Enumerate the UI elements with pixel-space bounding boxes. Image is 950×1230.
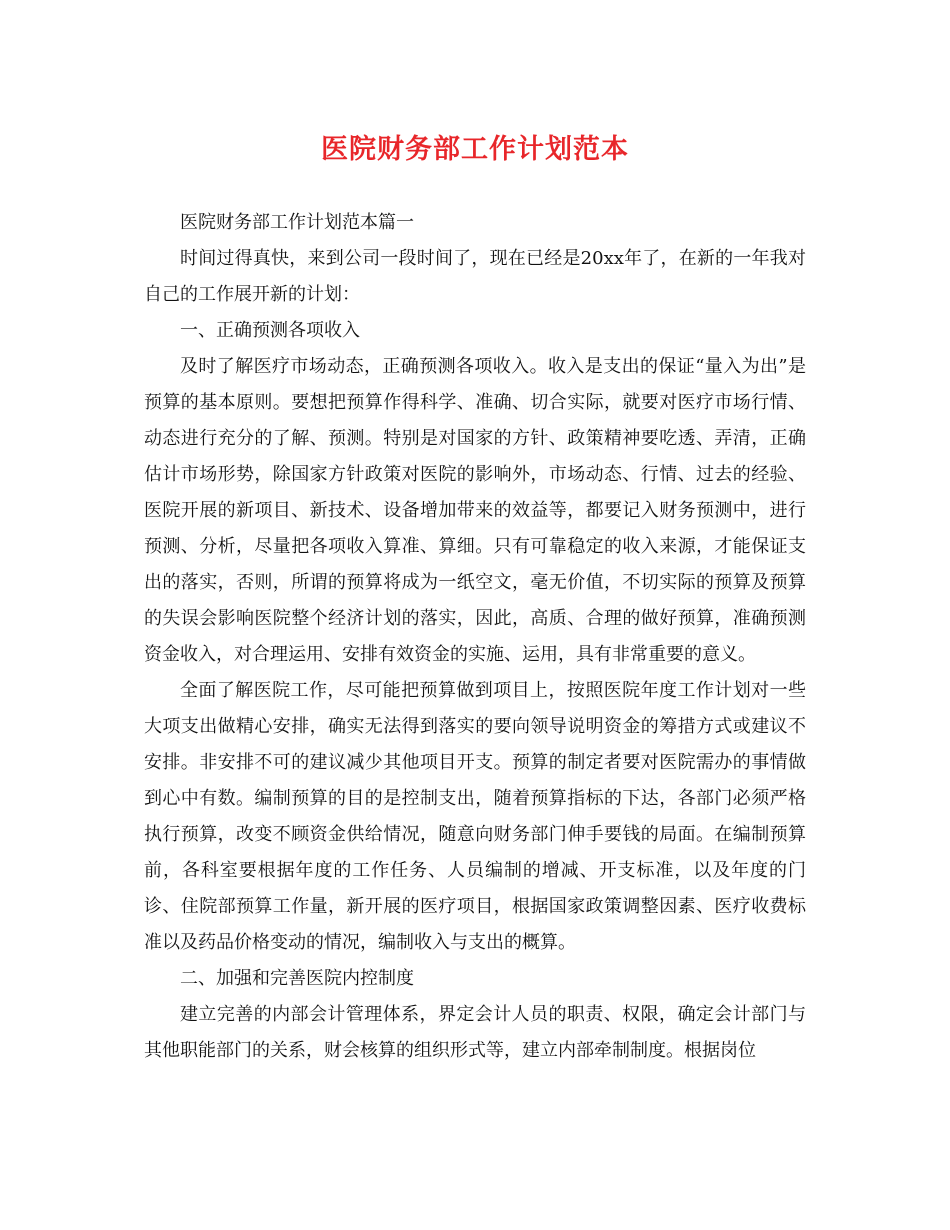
section-heading-1: 一、正确预测各项收入 [180,320,360,341]
section-heading-article: 医院财务部工作计划范本篇一 [180,212,414,233]
paragraph-budget-planning: 全面了解医院工作，尽可能把预算做到项目上，按照医院年度工作计划对一些大项支出做精心安排，确实无法得到落实的要向领导说明资金的筹措方式或建议不安排。非安排不可的建议减少其他项目开支。预算的制定者要对医院需办的事情做到心中有数。编制预算的目的是控制支出，随着预算指标的下达，各部门必须严格执行预算，改变不顾资金供给情况，随意向财务部门伸手要钱的局面。在编制预算前，各科室要根据年度的工作任务、人员编制的增减、开支标准，以及年度的门诊、住院部预算工作量，新开展的医疗项目，根据国家政策调整因素、医疗收费标准以及药品价格变动的情况，编制收入与支出的概算。 [144,680,806,953]
paragraph-income-forecast: 及时了解医疗市场动态，正确预测各项收入。收入是支出的保证“量入为出”是预算的基本原则。要想把预算作得科学、准确、切合实际，就要对医疗市场行情、动态进行充分的了解、预测。特别是对国家的方针、政策精神要吃透、弄清，正确估计市场形势，除国家方针政策对医院的影响外，市场动态、行情、过去的经验、医院开展的新项目、新技术、设备增加带来的效益等，都要记入财务预测中，进行预测、分析，尽量把各项收入算准、算细。只有可靠稳定的收入来源，才能保证支出的落实，否则，所谓的预算将成为一纸空文，毫无价值，不切实际的预算及预算的失误会影响医院整个经济计划的落实，因此，高质、合理的做好预算，准确预测资金收入，对合理运用、安排有效资金的实施、运用，具有非常重要的意义。 [144,356,806,665]
document-title: 医院财务部工作计划范本 [321,134,629,165]
paragraph-intro: 时间过得真快，来到公司一段时间了，现在已经是20xx年了，在新的一年我对自己的工作展开新的计划： [144,248,806,305]
document-body [144,205,806,1069]
section-heading-2: 二、加强和完善医院内控制度 [180,968,414,989]
paragraph-internal-control: 建立完善的内部会计管理体系，界定会计人员的职责、权限，确定会计部门与其他职能部门的关系，财会核算的组织形式等，建立内部牵制制度。根据岗位 [144,1004,806,1061]
